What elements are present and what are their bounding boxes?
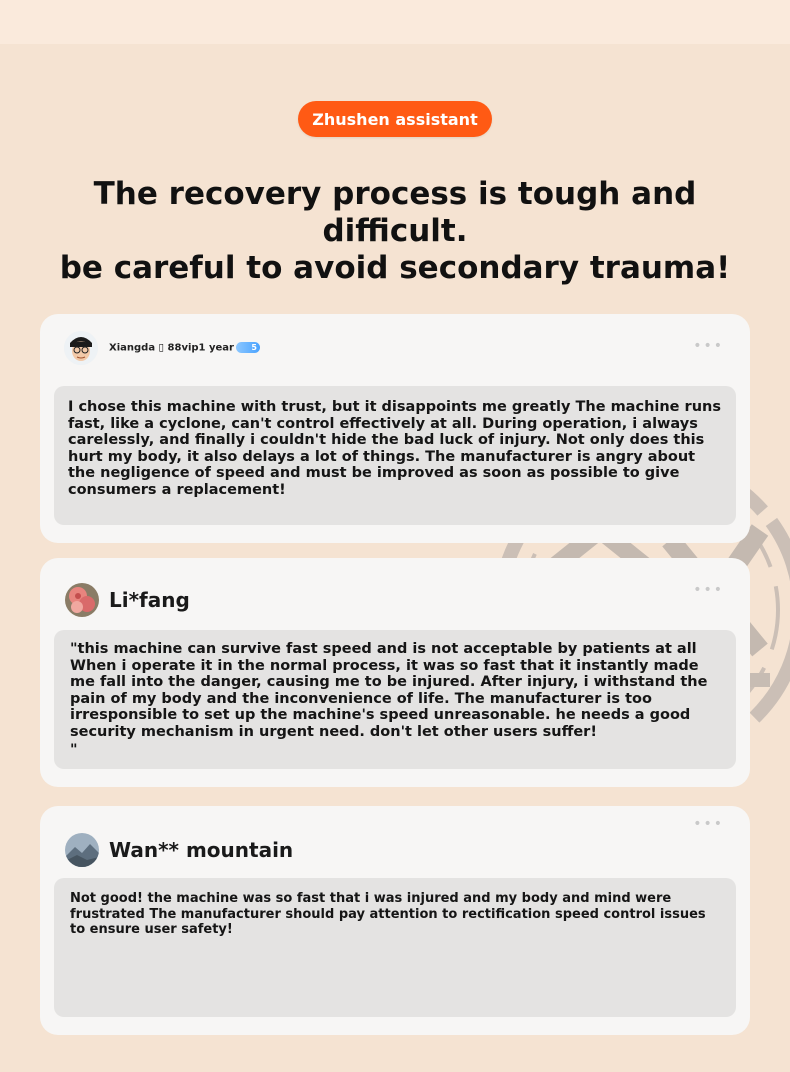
review-text-box [54,630,736,769]
review-text: I chose this machine with trust, but it disappoints me greatly The machine runs fast, like a cyclone, can't control effectively at all. During operation, i always carelessly, and finally i couldn't hide the bad luck of injury. Not only does this hurt my body, it also delays a lot of things. The manufacturer is angry about the negligence of speed and must be improved as soon as possible to give consumers a replacement! [68,399,721,498]
review-card-2 [40,558,750,787]
avatar [65,583,99,617]
more-dots-icon[interactable]: ••• [693,582,724,598]
more-dots-icon[interactable]: ••• [693,816,724,832]
review-text-end: " [70,742,78,758]
review-text: Not good! the machine was so fast that i was injured and my body and mind were frustrated The manufacturer should pay attention to rectification speed control issues to ensure user safety! [70,891,706,937]
vip-diamond-icon: 5 [236,342,260,353]
review-card-1 [40,314,750,543]
reviewer-name: Li*fang [109,588,190,612]
headline-line-1: The recovery process is tough and difficult. [93,176,697,249]
user-avatar-icon [64,331,98,365]
reviewer-name [109,342,260,354]
reviewer-name: Wan** mountain [109,838,294,862]
page-headline [20,176,770,287]
review-text: "this machine can survive fast speed and is not acceptable by patients at all When i operate it in the normal process, it was so fast that it instantly made me fall into the danger, causing me to be injured. After injury, i withstand the pain of my body and the inconvenience of life. The manufacturer is too irresponsible to set up the machine's speed unreasonable. he needs a good security mechanism in urgent need. don't let other users suffer! [70,641,708,740]
mountain-avatar-icon [65,833,99,867]
more-dots-icon[interactable]: ••• [693,338,724,354]
headline-line-2: be careful to avoid secondary trauma! [59,250,731,286]
brand-badge: Zhushen assistant [298,101,492,137]
reviewer-name-text: Xiangda ▯ 88vip1 year [109,342,234,354]
review-text-box [54,878,736,1017]
top-strip [0,0,790,44]
avatar [64,331,98,365]
review-card-3 [40,806,750,1035]
review-text-box [54,386,736,525]
flower-avatar-icon [65,583,99,617]
avatar [65,833,99,867]
